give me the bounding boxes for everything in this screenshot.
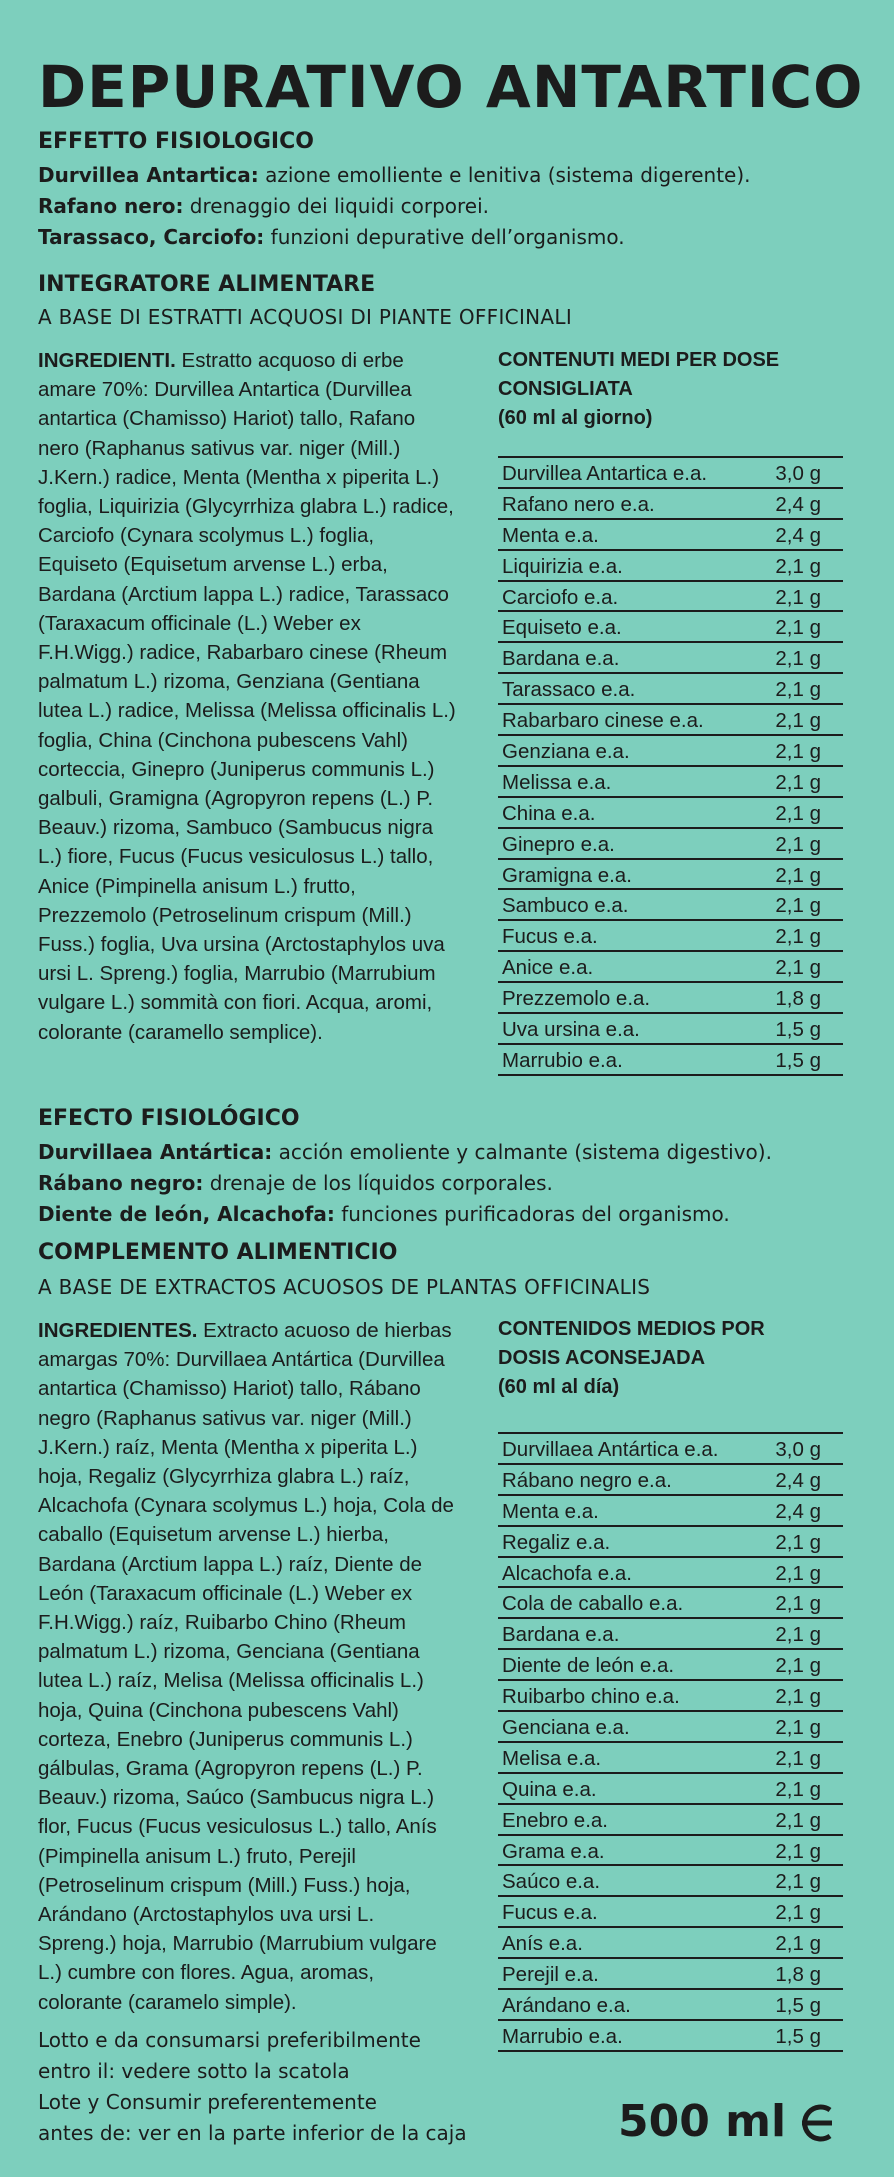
table-row [498,1681,843,1712]
volume-text: 500 ml [618,2096,787,2147]
nutrient-name: Regaliz e.a. [502,1530,611,1554]
table-row [498,1619,843,1650]
nutrient-value: 3,0 g [775,1438,821,1461]
nutrient-value: 2,1 g [775,1654,821,1678]
nutrient-name: Marrubio e.a. [502,1048,623,1072]
nutrient-name: Sambuco e.a. [502,894,629,918]
nutrient-value: 2,1 g [775,678,821,702]
es-table-heading: CONTENIDOS MEDIOS POR DOSIS ACONSEJADA (60 ml al día) [498,1318,765,1398]
nutrient-name: Menta e.a. [502,1499,599,1523]
table-row [498,1743,843,1774]
table-row [498,890,843,921]
nutrient-value: 2,1 g [775,709,821,733]
nutrient-name: Grama e.a. [502,1839,605,1863]
nutrient-value: 2,1 g [775,1839,821,1863]
nutrient-name: Arándano e.a. [502,1994,631,2018]
nutrient-name: Carciofo e.a. [502,585,619,609]
nutrient-value: 2,4 g [775,1468,821,1492]
nutrient-value: 2,1 g [775,554,821,578]
footer-line: Lote y Consumir preferentemente [38,2090,377,2114]
nutrient-value: 2,1 g [775,1777,821,1801]
nutrient-name: Equiseto e.a. [502,616,622,640]
estimated-sign-icon [796,2101,836,2143]
nutrient-value: 2,4 g [775,1499,821,1523]
es-effect-line: Diente de león, Alcachofa: funciones purificadoras del organismo. [38,1202,730,1226]
table-row [498,612,843,643]
table-row [498,1650,843,1681]
it-ingredients-label: INGREDIENTI. [38,349,176,372]
nutrient-name: Prezzemolo e.a. [502,987,651,1011]
it-ingredients-text: Estratto acquoso di erbe amare 70%: Durvillea Antartica (Durvillea antartica (Chamisso) Hariot) tallo, Rafano nero (Raphanus sativus var. niger (Mill.) J.Kern.) radice, Menta (Mentha x piperita L.) foglia, Liquirizia (Glycyrrhiza glabra L.) radice, Carciofo (Cynara scolymus L.) foglia, Equiseto (Equisetum arvense L.) erba, Bardana (Arctium lappa L.) radice, Tarassaco (Taraxacum officinale (L.) Weber ex F.H.Wigg.) radice, Rabarbaro cinese (Rheum palmatum L.) rizoma, Genziana (Gentiana lutea L.) radice, Melissa (Melissa officinalis L.) foglia, China (Cinchona pubescens Vahl) corteccia, Ginepro (Juniperus communis L.) galbuli, Gramigna (Agropyron repens (L.) P. Beauv.) rizoma, Sambuco (Sambucus nigra L.) fiore, Fucus (Fucus vesiculosus L.) tallo, Anice (Pimpinella anisum L.) frutto, Prezzemolo (Petroselinum crispum (Mill.) Fuss.) foglia, Uva ursina (Arctostaphylos uva ursi L. Spreng.) foglia, Marrubio (Marrubium vulgare L.) sommità con fiori. Acqua, aromi, colorante (caramello semplice). [38,349,456,1044]
table-row [498,767,843,798]
table-row [498,1045,843,1076]
nutrient-name: Cola de caballo e.a. [502,1592,684,1616]
nutrient-value: 1,8 g [775,987,821,1011]
table-row [498,582,843,613]
footer-line: Lotto e da consumarsi preferibilmente [38,2028,421,2052]
it-effects [38,160,751,253]
table-row [498,1866,843,1897]
table-row [498,921,843,952]
nutrient-value: 2,1 g [775,1561,821,1585]
nutrient-value: 2,4 g [775,492,821,516]
table-row [498,1527,843,1558]
nutrient-name: Genziana e.a. [502,740,630,764]
nutrient-value: 2,1 g [775,647,821,671]
nutrient-name: Anís e.a. [502,1932,583,1956]
nutrient-name: Enebro e.a. [502,1808,608,1832]
table-row [498,1928,843,1959]
nutrient-name: China e.a. [502,801,596,825]
nutrient-value: 2,1 g [775,1623,821,1647]
nutrient-name: Bardana e.a. [502,647,620,671]
table-row [498,2021,843,2052]
nutrient-name: Alcachofa e.a. [502,1561,632,1585]
net-volume [618,2096,836,2147]
it-effect-line: Tarassaco, Carciofo: funzioni depurative dell’organismo. [38,225,625,249]
table-row [498,520,843,551]
nutrient-value: 2,1 g [775,1716,821,1740]
table-row [498,860,843,891]
product-title: DEPURATIVO ANTARTICO [38,53,864,121]
nutrient-name: Liquirizia e.a. [502,554,623,578]
nutrient-value: 2,1 g [775,1870,821,1894]
nutrient-value: 2,1 g [775,1530,821,1554]
nutrient-value: 2,1 g [775,1901,821,1925]
es-effect-line: Rábano negro: drenaje de los líquidos corporales. [38,1171,553,1195]
table-row [498,736,843,767]
nutrient-name: Tarassaco e.a. [502,678,636,702]
it-supplement-subheading: A BASE DI ESTRATTI ACQUOSI DI PIANTE OFFICINALI [38,305,573,329]
nutrient-value: 2,1 g [775,770,821,794]
nutrient-value: 1,5 g [775,1018,821,1042]
table-row [498,1897,843,1928]
footer-line: antes de: ver en la parte inferior de la caja [38,2121,467,2145]
nutrient-name: Ginepro e.a. [502,832,615,856]
nutrient-value: 1,5 g [775,1048,821,1072]
nutrient-value: 2,1 g [775,894,821,918]
nutrient-value: 2,1 g [775,1746,821,1770]
es-supplement-subheading: A BASE DE EXTRACTOS ACUOSOS DE PLANTAS OFFICINALIS [38,1275,651,1299]
nutrient-name: Gramigna e.a. [502,863,632,887]
es-effects [38,1137,772,1230]
table-row [498,551,843,582]
nutrient-value: 1,5 g [775,1994,821,2018]
nutrient-name: Durvillaea Antártica e.a. [502,1438,719,1461]
table-row [498,1434,843,1465]
nutrient-name: Durvillea Antartica e.a. [502,462,708,485]
it-effect-line: Durvillea Antartica: azione emolliente e lenitiva (sistema digerente). [38,163,751,187]
it-nutrition-table [498,456,843,1076]
table-row [498,1836,843,1867]
table-row [498,1959,843,1990]
nutrient-value: 1,8 g [775,1963,821,1987]
table-row [498,1805,843,1836]
nutrient-name: Fucus e.a. [502,1901,598,1925]
nutrient-name: Rábano negro e.a. [502,1468,672,1492]
table-row [498,1496,843,1527]
nutrient-value: 2,4 g [775,523,821,547]
nutrient-value: 2,1 g [775,863,821,887]
it-effect-heading: EFFETTO FISIOLOGICO [38,129,314,154]
table-row [498,798,843,829]
table-row [498,1990,843,2021]
lot-expiry-note [38,2025,467,2149]
es-ingredients [38,1316,458,2017]
nutrient-name: Anice e.a. [502,956,594,980]
nutrient-value: 2,1 g [775,740,821,764]
table-row [498,643,843,674]
nutrient-name: Perejil e.a. [502,1963,599,1987]
it-effect-line: Rafano nero: drenaggio dei liquidi corporei. [38,194,490,218]
it-table-heading: CONTENUTI MEDI PER DOSE CONSIGLIATA (60 ml al giorno) [498,349,780,429]
nutrient-value: 2,1 g [775,616,821,640]
nutrient-name: Bardana e.a. [502,1623,620,1647]
table-row [498,1014,843,1045]
table-row [498,1558,843,1589]
nutrient-name: Genciana e.a. [502,1716,630,1740]
nutrient-name: Melissa e.a. [502,770,612,794]
nutrient-name: Melisa e.a. [502,1746,602,1770]
nutrient-value: 2,1 g [775,956,821,980]
table-row [498,1712,843,1743]
nutrient-value: 2,1 g [775,925,821,949]
table-row [498,829,843,860]
table-row [498,983,843,1014]
nutrient-value: 1,5 g [775,2024,821,2048]
it-supplement-heading: INTEGRATORE ALIMENTARE [38,272,376,297]
table-row [498,674,843,705]
nutrient-name: Fucus e.a. [502,925,598,949]
nutrient-value: 2,1 g [775,1808,821,1832]
es-nutrition-table [498,1432,843,2052]
nutrient-name: Rafano nero e.a. [502,492,655,516]
nutrient-name: Uva ursina e.a. [502,1018,640,1042]
table-row [498,1588,843,1619]
nutrient-name: Ruibarbo chino e.a. [502,1685,680,1709]
es-effect-heading: EFECTO FISIOLÓGICO [38,1106,300,1131]
table-row [498,458,843,489]
nutrient-name: Diente de león e.a. [502,1654,675,1678]
es-ingredients-label: INGREDIENTES. [38,1319,198,1342]
nutrient-name: Quina e.a. [502,1777,597,1801]
nutrient-value: 2,1 g [775,1932,821,1956]
es-ingredients-text: Extracto acuoso de hierbas amargas 70%: Durvillaea Antártica (Durvillea antartica (Chamisso) Hariot) tallo, Rábano negro (Raphanus sativus var. niger (Mill.) J.Kern.) raíz, Menta (Mentha x piperita L.) hoja, Regaliz (Glycyrrhiza glabra L.) raíz, Alcachofa (Cynara scolymus L.) hoja, Cola de caballo (Equisetum arvense L.) hierba, Bardana (Arctium lappa L.) raíz, Diente de León (Taraxacum officinale (L.) Weber ex F.H.Wigg.) raíz, Ruibarbo Chino (Rheum palmatum L.) rizoma, Genciana (Gentiana lutea L.) raíz, Melisa (Melissa officinalis L.) hoja, Quina (Cinchona pubescens Vahl) corteza, Enebro (Juniperus communis L.) gálbulas, Grama (Agropyron repens (L.) P. Beauv.) rizoma, Saúco (Sambucus nigra L.) flor, Fucus (Fucus vesiculosus L.) tallo, Anís (Pimpinella anisum L.) fruto, Perejil (Petroselinum crispum (Mill.) Fuss.) hoja, Arándano (Arctostaphylos uva ursi L. Spreng.) hoja, Marrubio (Marrubium vulgare L.) cumbre con flores. Agua, aromas, colorante (caramelo simple). [38,1319,454,2014]
nutrient-name: Saúco e.a. [502,1870,601,1894]
table-row [498,489,843,520]
it-ingredients [38,346,458,1047]
footer-line: entro il: vedere sotto la scatola [38,2059,350,2083]
nutrient-name: Marrubio e.a. [502,2024,623,2048]
nutrient-value: 3,0 g [775,462,821,485]
nutrient-value: 2,1 g [775,1592,821,1616]
es-effect-line: Durvillaea Antártica: acción emoliente y calmante (sistema digestivo). [38,1140,772,1164]
nutrient-value: 2,1 g [775,1685,821,1709]
nutrient-name: Rabarbaro cinese e.a. [502,709,704,733]
nutrient-value: 2,1 g [775,585,821,609]
table-row [498,952,843,983]
nutrient-value: 2,1 g [775,801,821,825]
nutrient-name: Menta e.a. [502,523,599,547]
table-row [498,1774,843,1805]
table-row [498,705,843,736]
nutrient-value: 2,1 g [775,832,821,856]
es-supplement-heading: COMPLEMENTO ALIMENTICIO [38,1240,398,1265]
table-row [498,1465,843,1496]
